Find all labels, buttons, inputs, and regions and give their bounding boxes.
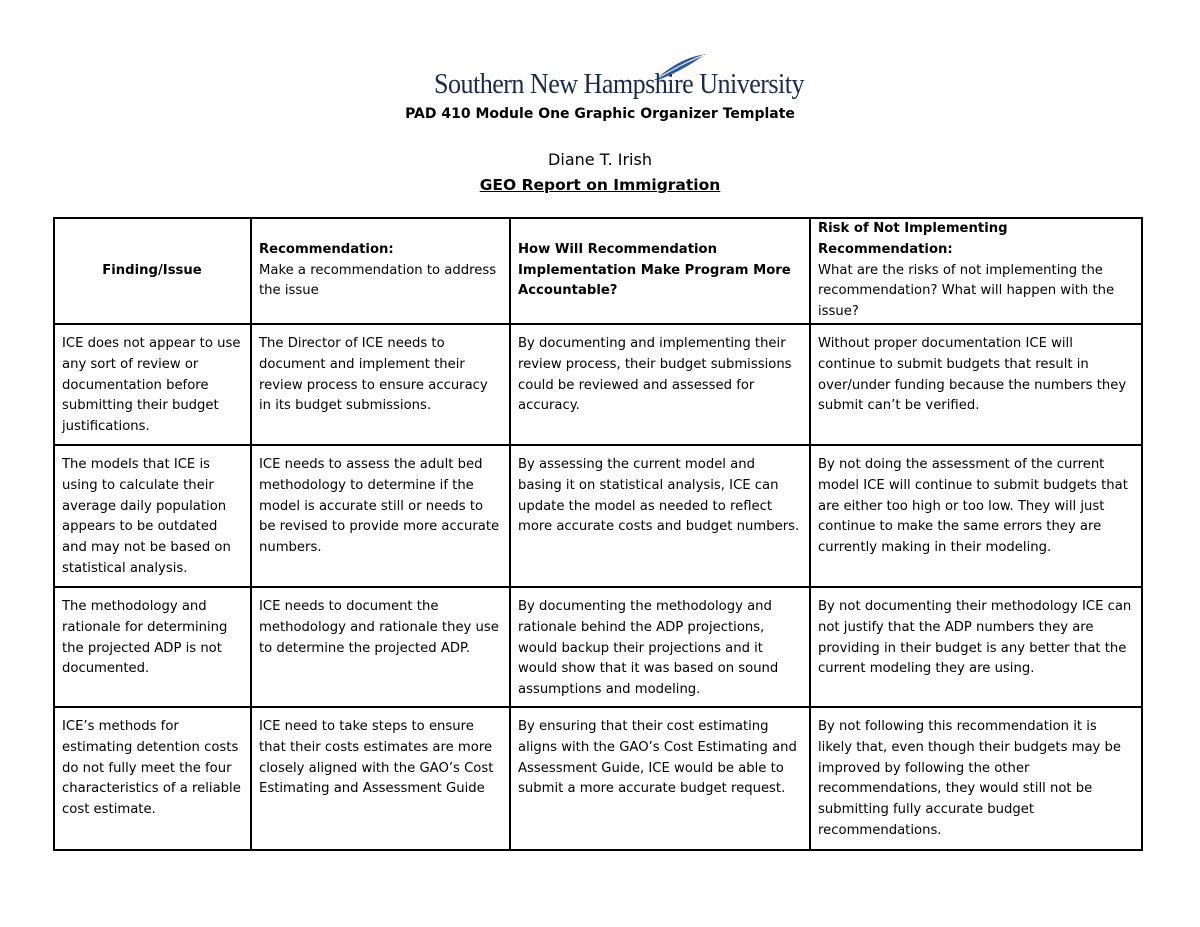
accountability-cell: By documenting and implementing their review process, their budget submissions could be reviewed and assessed for accuracy.	[510, 324, 810, 445]
risk-cell: By not following this recommendation it is likely that, even though their budgets may be improved by following the other recommendations, they would still not be submitting fully accurate budget recommendations.	[810, 707, 1142, 850]
table-row	[54, 587, 1142, 707]
recommendation-cell: ICE needs to document the methodology and rationale they use to determine the projected ADP.	[251, 587, 510, 707]
table-header-row	[54, 218, 1142, 324]
risk-cell: By not documenting their methodology ICE can not justify that the ADP numbers they are providing in their budget is any better that the current modeling they are using.	[810, 587, 1142, 707]
table-row	[54, 324, 1142, 445]
university-name: Southern New Hampshire University	[434, 68, 804, 100]
recommendation-cell: ICE needs to assess the adult bed methodology to determine if the model is accurate still or needs to be revised to provide more accurate numbers.	[251, 445, 510, 587]
recommendation-cell: The Director of ICE needs to document and implement their review process to ensure accuracy in its budget submissions.	[251, 324, 510, 445]
accountability-cell: By ensuring that their cost estimating aligns with the GAO’s Cost Estimating and Assessment Guide, ICE would be able to submit a more accurate budget request.	[510, 707, 810, 850]
report-title: GEO Report on Immigration	[479, 176, 721, 194]
header-recommendation: Recommendation: Make a recommendation to address the issue	[251, 218, 510, 324]
header-risk: Risk of Not Implementing Recommendation: What are the risks of not implementing the recommendation? What will happen with the issue?	[810, 218, 1142, 324]
author-name: Diane T. Irish	[548, 150, 652, 169]
table-row	[54, 707, 1142, 850]
header-accountability: How Will Recommendation Implementation Make Program More Accountable?	[510, 218, 810, 324]
university-logo	[432, 52, 804, 102]
risk-cell: By not doing the assessment of the current model ICE will continue to submit budgets that are either too high or too low. They will just continue to make the same errors they are currently making in their modeling.	[810, 445, 1142, 587]
risk-cell: Without proper documentation ICE will continue to submit budgets that result in over/under funding because the numbers they submit can’t be verified.	[810, 324, 1142, 445]
table-row	[54, 445, 1142, 587]
header-finding-issue: Finding/Issue	[54, 218, 251, 324]
finding-cell: The methodology and rationale for determining the projected ADP is not documented.	[54, 587, 251, 707]
finding-cell: ICE’s methods for estimating detention costs do not fully meet the four characteristics of a reliable cost estimate.	[54, 707, 251, 850]
finding-cell: ICE does not appear to use any sort of review or documentation before submitting their budget justifications.	[54, 324, 251, 445]
accountability-cell: By documenting the methodology and rationale behind the ADP projections, would backup their projections and it would show that it was based on sound assumptions and modeling.	[510, 587, 810, 707]
graphic-organizer-table	[53, 217, 1143, 851]
accountability-cell: By assessing the current model and basing it on statistical analysis, ICE can update the model as needed to reflect more accurate costs and budget numbers.	[510, 445, 810, 587]
recommendation-cell: ICE need to take steps to ensure that their costs estimates are more closely aligned with the GAO’s Cost Estimating and Assessment Guide	[251, 707, 510, 850]
document-title: PAD 410 Module One Graphic Organizer Template	[405, 106, 795, 122]
finding-cell: The models that ICE is using to calculate their average daily population appears to be outdated and may not be based on statistical analysis.	[54, 445, 251, 587]
